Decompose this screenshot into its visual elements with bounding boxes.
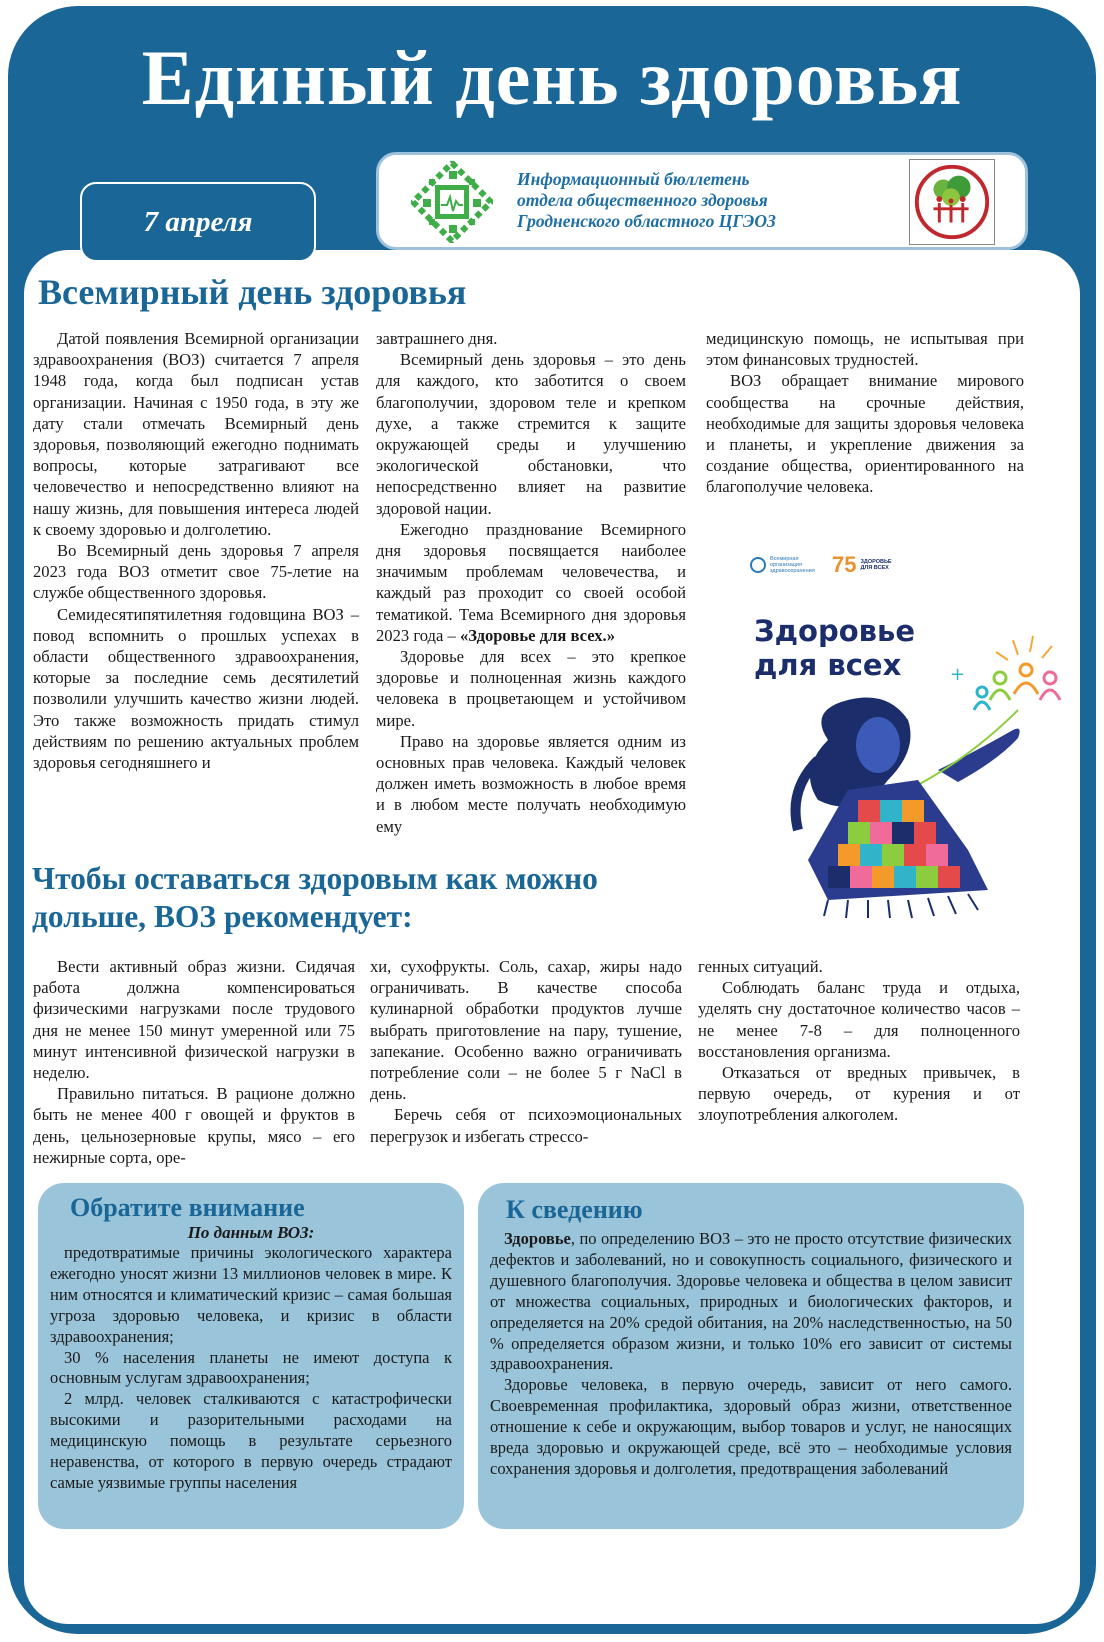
paragraph: 2 млрд. человек сталкиваются с катастрофически высокими и разорительными расходами на медицинскую помощь в результате серьезного неравенства, от которого в первую очередь страдают самые уязвимые группы населения: [50, 1389, 452, 1492]
paragraph: Во Всемирный день здоровья 7 апреля 2023 года ВОЗ отметит свое 75-летие на службе общественного здоровья.: [33, 541, 359, 603]
section2-column-1: [33, 956, 355, 1168]
section-heading-world-health-day: Всемирный день здоровья: [38, 272, 467, 312]
theme-name: «Здоровье для всех.»: [459, 625, 616, 645]
cgeoz-ornament-logo-icon: [411, 161, 493, 243]
paragraph: Здоровье, по определению ВОЗ – это не просто отсутствие физических дефектов и заболеваний, но и совокупность социального, физического и душевного благополучия. Здоровье человека и общества в целом зависит от множества социальных, природных и биологических факторов, и определяется на 20% средой обитания, на 20% наследственностью, на 50 % определяется образом жизни, и только 10% его зависит от системы здравоохранения.: [490, 1229, 1012, 1374]
info-heading: К сведению: [506, 1195, 643, 1224]
section1-column-1: [33, 328, 359, 773]
paragraph: Здоровье для всех – это крепкое здоровье и полноценная жизнь каждого человека в процветающем и устойчивом мире.: [376, 647, 686, 730]
paragraph-continuation: генных ситуаций.: [698, 957, 823, 976]
healthy-family-logo-icon: [909, 159, 995, 245]
health-for-all-poster: [754, 552, 1078, 940]
paragraph: Правильно питаться. В рационе должно быть не менее 400 г овощей и фруктов в день, цельнозерновые крупы, мясо – его нежирные сорта, оре-: [33, 1084, 355, 1167]
bulletin-text: Информационный бюллетень отдела общественного здоровья Гродненского областного ЦГЭОЗ: [517, 169, 776, 231]
poster-woman-illustration: [768, 560, 1078, 940]
attention-box: [38, 1183, 464, 1529]
attention-heading: Обратите внимание: [70, 1193, 305, 1222]
attention-subheading: По данным ВОЗ:: [187, 1223, 315, 1242]
paragraph: Беречь себя от психоэмоциональных перегрузок и избегать стрессо-: [370, 1105, 682, 1146]
paragraph: ВОЗ обращает внимание мирового сообщества на срочные действия, необходимые для защиты здоровья человека и планеты, и укрепление движения за создание общества, ориентированного на благополучие человека.: [706, 371, 1024, 497]
paragraph: Датой появления Всемирной организации здравоохранения (ВОЗ) считается 7 апреля 1948 года, когда был подписан устав организации. Начиная с 1950 года, в эту же дату стали отмечать Всемирный день здоровья, позволяющий ежегодно поднимать вопросы, которые затрагивают все человечество и непосредственно влияют на нашу жизнь, для повышения интереса людей к своему здоровью и долголетию.: [33, 329, 359, 539]
paragraph-continuation: хи, сухофрукты. Соль, сахар, жиры надо ограничивать. В качестве способа кулинарной обработки продуктов лучше выбрать приготовление на пару, тушение, запекание. Особенно важно ограничивать потребление соли – не более 5 г NaCl в день.: [370, 957, 682, 1104]
section1-column-3: [706, 328, 1024, 498]
paragraph: 30 % населения планеты не имеют доступа к основным услугам здравоохранения;: [50, 1347, 452, 1388]
section2-column-2: [370, 956, 682, 1147]
paragraph: Отказаться от вредных привычек, в первую очередь, от курения и от злоупотребления алкоголем.: [698, 1063, 1020, 1125]
paragraph: Семидесятипятилетняя годовщина ВОЗ – повод вспомнить о прошлых успехах в области общественного здравоохранения, которые за последние семь десятилетий позволили улучшить качество жизни людей. Это также возможность придать стимул действиям по решению актуальных проблем здоровья сегодняшнего и: [33, 604, 359, 773]
anniversary-number: 75: [832, 552, 857, 577]
section2-column-3: [698, 956, 1020, 1126]
section1-column-2: [376, 328, 686, 837]
anniversary-caption: ЗДОРОВЬЕ ДЛЯ ВСЕХ: [860, 559, 892, 571]
info-box: [478, 1183, 1024, 1529]
svg-text:+: +: [950, 664, 966, 685]
paragraph: Всемирный день здоровья – это день для каждого, кто заботится о своем благополучии, здоровом теле и крепком духе, а также стремится к защите окружающей среды и улучшению экологической обстановки, что непосредственно влияет на развитие здоровой нации.: [376, 350, 686, 518]
paragraph: Здоровье человека, в первую очередь, зависит от него самого. Своевременная профилактика, здоровый образ жизни, ответственное отношение к себе и окружающим, выбор товаров и услуг, не наносящих вреда здоровью и окружающей среде, всё это – необходимые условия сохранения здоровья и долголетия, предотвращения заболеваний: [490, 1375, 1012, 1478]
bulletin-banner: [376, 152, 1028, 250]
poster-title: Здоровье для всех: [754, 614, 915, 682]
paragraph: Соблюдать баланс труда и отдыха, уделять сну достаточное количество часов – не менее 7-8 – для полноценного восстановления организма.: [698, 978, 1020, 1061]
paragraph: предотвратимые причины экологического характера ежегодно уносят жизни 13 миллионов человек в мире. К ним относятся и климатический кризис – самая большая угроза здоровью человека, и кризис в области здравоохранения;: [50, 1243, 452, 1346]
page-title: Единый день здоровья: [141, 34, 963, 121]
paragraph-continuation: медицинскую помощь, не испытывая при этом финансовых трудностей.: [706, 329, 1024, 370]
term: Здоровье: [504, 1229, 571, 1248]
paragraph: Право на здоровье является одним из основных прав человека. Каждый человек должен иметь возможность в любое время и в любом месте получать необходимую ему: [376, 731, 686, 836]
date-badge: 7 апреля: [80, 182, 316, 262]
paragraph: Вести активный образ жизни. Сидячая работа должна компенсироваться физическими нагрузками после трудового дня не менее 150 минут умеренной или 75 минут интенсивной физической нагрузки в неделю.: [33, 957, 355, 1083]
who-emblem-icon: [750, 557, 766, 573]
paragraph-continuation: завтрашнего дня.: [376, 329, 498, 348]
section-heading-who-recommends: Чтобы оставаться здоровым как можно дольше, ВОЗ рекомендует:: [32, 861, 598, 934]
who-org-text: Всемирная организация здравоохранения: [770, 556, 815, 574]
paragraph: Ежегодно празднование Всемирного дня здоровья посвящается наиболее значимым проблемам человечества, и каждый раз проходит со своей особой тематикой. Тема Всемирного дня здоровья 2023 года – «Здоровье для всех.»: [376, 519, 686, 645]
